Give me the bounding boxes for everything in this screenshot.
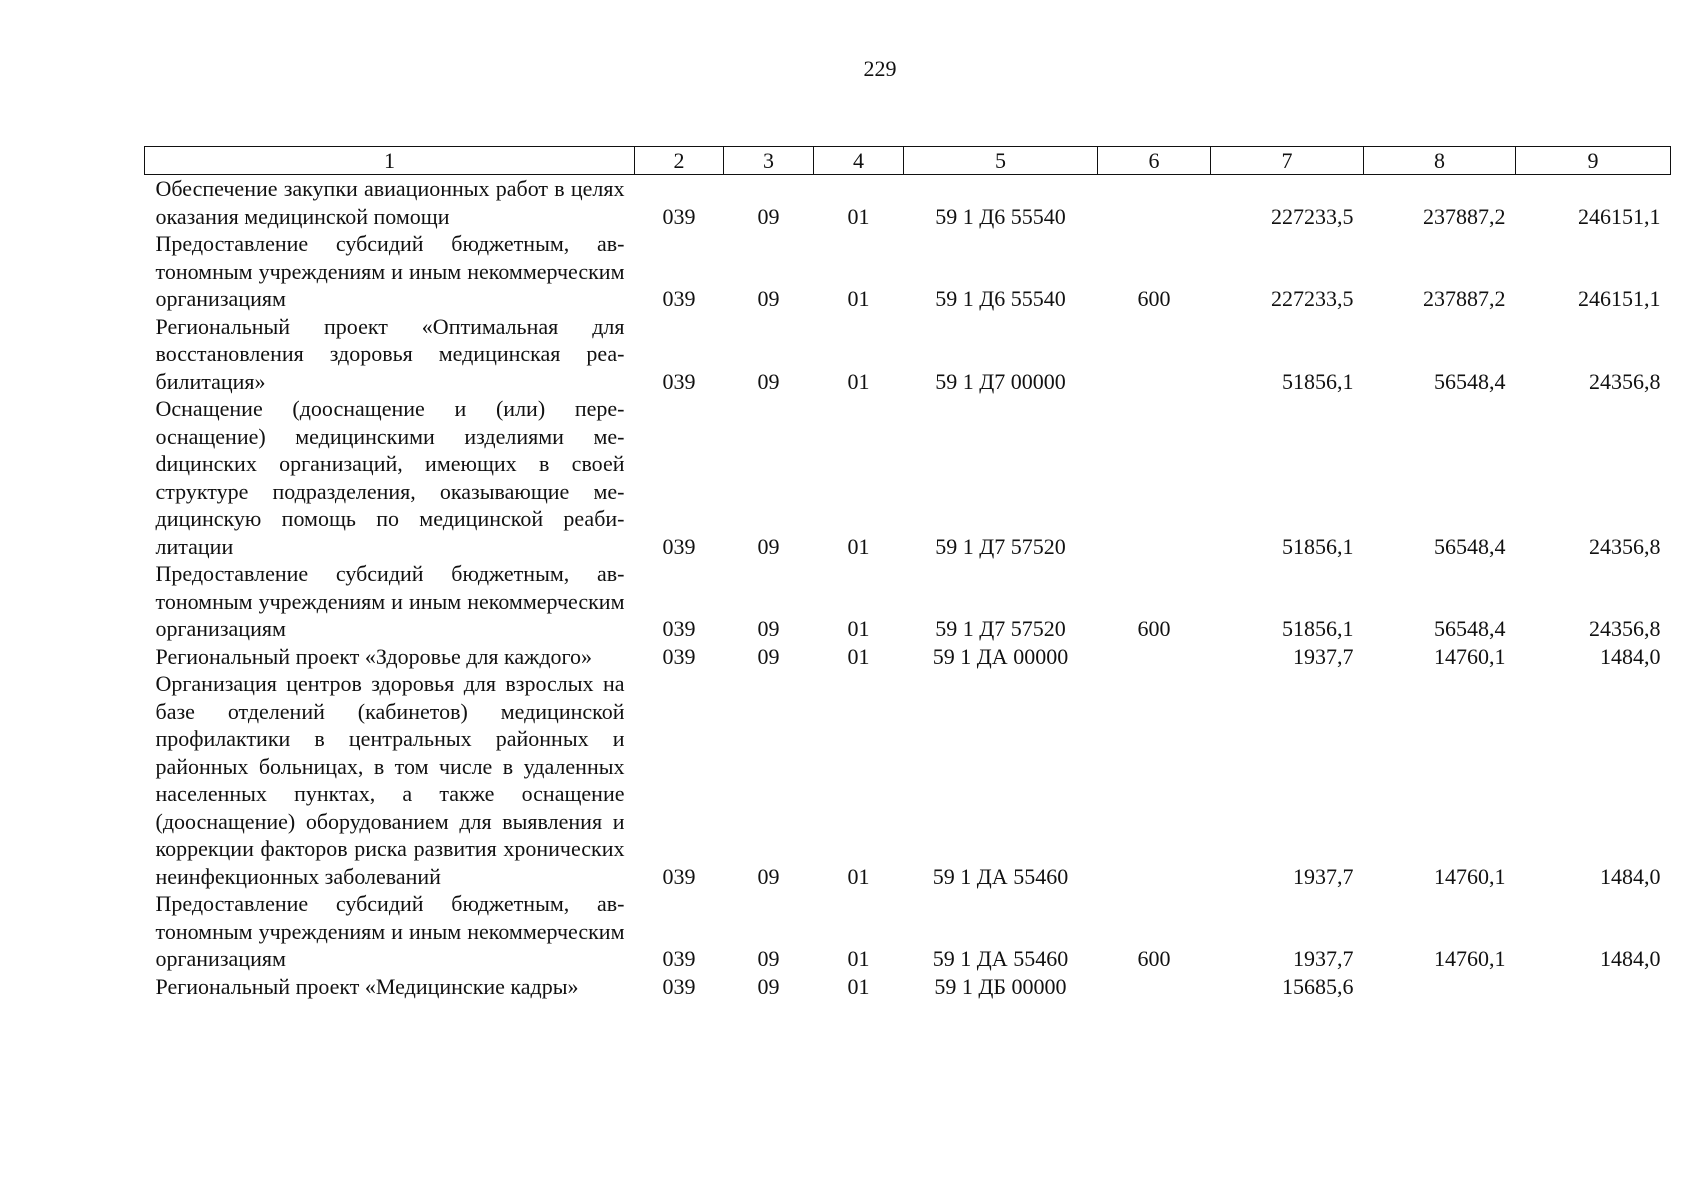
row-ministry-code: 039 xyxy=(662,946,696,971)
row-expense-type-code xyxy=(1098,313,1211,396)
column-header-8: 8 xyxy=(1364,147,1516,175)
column-header-6: 6 xyxy=(1098,147,1211,175)
row-expense-type-code: 600 xyxy=(1137,616,1171,641)
table-row xyxy=(145,230,1671,313)
row-amount-col8: 56548,4 xyxy=(1434,616,1506,641)
row-target-item-code: 59 1 Д6 55540 xyxy=(935,203,1066,229)
row-description: Региональный проект «Медицинские кадры» xyxy=(155,973,579,999)
row-subsection-code: 01 xyxy=(847,946,870,971)
row-amount-col7: 1937,7 xyxy=(1293,863,1354,889)
column-header-1: 1 xyxy=(145,147,635,175)
row-amount-col8 xyxy=(1364,973,1516,1001)
row-amount-col9: 1484,0 xyxy=(1600,946,1661,971)
row-amount-col7: 227233,5 xyxy=(1271,203,1354,229)
row-subsection-code: 01 xyxy=(847,368,870,394)
row-target-item-code: 59 1 Д7 57520 xyxy=(935,533,1066,559)
row-expense-type-code: 600 xyxy=(1137,286,1171,311)
row-amount-col8: 237887,2 xyxy=(1423,286,1506,311)
row-subsection-code: 01 xyxy=(847,533,870,559)
row-target-item-code: 59 1 Д7 00000 xyxy=(935,368,1066,394)
row-description: Организация центров здоровья для взрослых на базе отделений (кабинетов) медицинской профилактики в центральных районных и районных больницах, в том числе в удаленных населенных пунктах, а также оснащение (дооснащение) оборудованием для выявления и коррекции факторов риска развития хронических неинфекционных заболеваний xyxy=(155,671,625,889)
row-amount-col8: 237887,2 xyxy=(1423,203,1506,229)
row-amount-col9: 24356,8 xyxy=(1589,533,1661,559)
row-description: Предоставление субсидий бюджетным, автономным учреждениям и иным некоммерческим организациям xyxy=(155,231,625,311)
row-amount-col9: 24356,8 xyxy=(1589,368,1661,394)
row-subsection-code: 01 xyxy=(847,863,870,889)
row-target-item-code: 59 1 ДА 55460 xyxy=(932,946,1069,971)
row-section-code: 09 xyxy=(757,533,780,559)
row-section-code: 09 xyxy=(757,973,780,999)
row-amount-col7: 51856,1 xyxy=(1282,368,1354,394)
row-target-item-code: 59 1 Д7 57520 xyxy=(935,616,1066,641)
table-row xyxy=(145,973,1671,1001)
column-header-9: 9 xyxy=(1516,147,1671,175)
row-section-code: 09 xyxy=(757,616,780,641)
column-header-2: 2 xyxy=(635,147,724,175)
row-expense-type-code xyxy=(1098,175,1211,231)
row-ministry-code: 039 xyxy=(662,203,696,229)
row-amount-col7: 1937,7 xyxy=(1293,946,1354,971)
row-amount-col9: 24356,8 xyxy=(1589,616,1661,641)
row-expense-type-code xyxy=(1098,973,1211,1001)
row-ministry-code: 039 xyxy=(662,973,696,999)
row-amount-col8: 14760,1 xyxy=(1434,863,1506,889)
row-amount-col7: 51856,1 xyxy=(1282,533,1354,559)
table-row xyxy=(145,670,1671,890)
row-ministry-code: 039 xyxy=(662,643,696,669)
row-amount-col9: 246151,1 xyxy=(1578,203,1661,229)
table-row xyxy=(145,643,1671,671)
row-amount-col8: 14760,1 xyxy=(1434,946,1506,971)
row-subsection-code: 01 xyxy=(847,973,870,999)
row-section-code: 09 xyxy=(757,286,780,311)
row-amount-col8: 14760,1 xyxy=(1434,643,1506,669)
table-row xyxy=(145,395,1671,560)
row-section-code: 09 xyxy=(757,643,780,669)
row-amount-col8: 56548,4 xyxy=(1434,368,1506,394)
row-expense-type-code xyxy=(1098,670,1211,890)
row-amount-col9: 1484,0 xyxy=(1600,643,1661,669)
row-description: Предоставление субсидий бюджетным, автономным учреждениям и иным некоммерческим организациям xyxy=(155,561,625,641)
row-ministry-code: 039 xyxy=(662,616,696,641)
table-row xyxy=(145,313,1671,396)
row-subsection-code: 01 xyxy=(847,643,870,669)
row-description: Предоставление субсидий бюджетным, автономным учреждениям и иным некоммерческим организациям xyxy=(155,891,625,971)
row-section-code: 09 xyxy=(757,863,780,889)
row-section-code: 09 xyxy=(757,946,780,971)
row-ministry-code: 039 xyxy=(662,863,696,889)
row-amount-col7: 51856,1 xyxy=(1282,616,1354,641)
table-row xyxy=(145,890,1671,973)
row-amount-col9: 1484,0 xyxy=(1600,863,1661,889)
row-description: Региональный проект «Оптимальная для восстановления здоровья медицинская реабилитация» xyxy=(155,313,625,394)
row-target-item-code: 59 1 Д6 55540 xyxy=(935,286,1066,311)
column-header-4: 4 xyxy=(814,147,904,175)
table-row xyxy=(145,175,1671,231)
row-ministry-code: 039 xyxy=(662,286,696,311)
row-description: Региональный проект «Здоровье для каждого» xyxy=(155,643,593,669)
row-section-code: 09 xyxy=(757,368,780,394)
column-header-3: 3 xyxy=(724,147,814,175)
row-expense-type-code xyxy=(1098,395,1211,560)
row-subsection-code: 01 xyxy=(847,203,870,229)
row-target-item-code: 59 1 ДБ 00000 xyxy=(934,973,1067,999)
row-section-code: 09 xyxy=(757,203,780,229)
row-target-item-code: 59 1 ДА 00000 xyxy=(932,643,1069,669)
column-header-5: 5 xyxy=(904,147,1098,175)
column-header-7: 7 xyxy=(1211,147,1364,175)
budget-table xyxy=(144,146,1671,1000)
row-ministry-code: 039 xyxy=(662,533,696,559)
row-amount-col8: 56548,4 xyxy=(1434,533,1506,559)
row-amount-col9 xyxy=(1516,973,1671,1001)
row-description: Обеспечение закупки авиационных работ в целях оказания медицинской помощи xyxy=(155,176,625,229)
row-ministry-code: 039 xyxy=(662,368,696,394)
row-subsection-code: 01 xyxy=(847,616,870,641)
table-row xyxy=(145,560,1671,643)
table-body xyxy=(145,175,1671,1001)
header-row xyxy=(145,147,1671,175)
page-number: 229 xyxy=(863,56,897,81)
row-subsection-code: 01 xyxy=(847,286,870,311)
row-amount-col7: 1937,7 xyxy=(1293,643,1354,669)
row-expense-type-code xyxy=(1098,643,1211,671)
row-target-item-code: 59 1 ДА 55460 xyxy=(932,863,1069,889)
row-description: Оснащение (дооснащение и (или) переоснащение) медицинскими изделиями меdицинских организаций, имеющих в своей структуре подразделения, оказывающие медицинскую помощь по медицинской реабилитации xyxy=(155,396,625,559)
row-amount-col7: 15685,6 xyxy=(1282,973,1354,999)
row-amount-col9: 246151,1 xyxy=(1578,286,1661,311)
row-expense-type-code: 600 xyxy=(1137,946,1171,971)
row-amount-col7: 227233,5 xyxy=(1271,286,1354,311)
